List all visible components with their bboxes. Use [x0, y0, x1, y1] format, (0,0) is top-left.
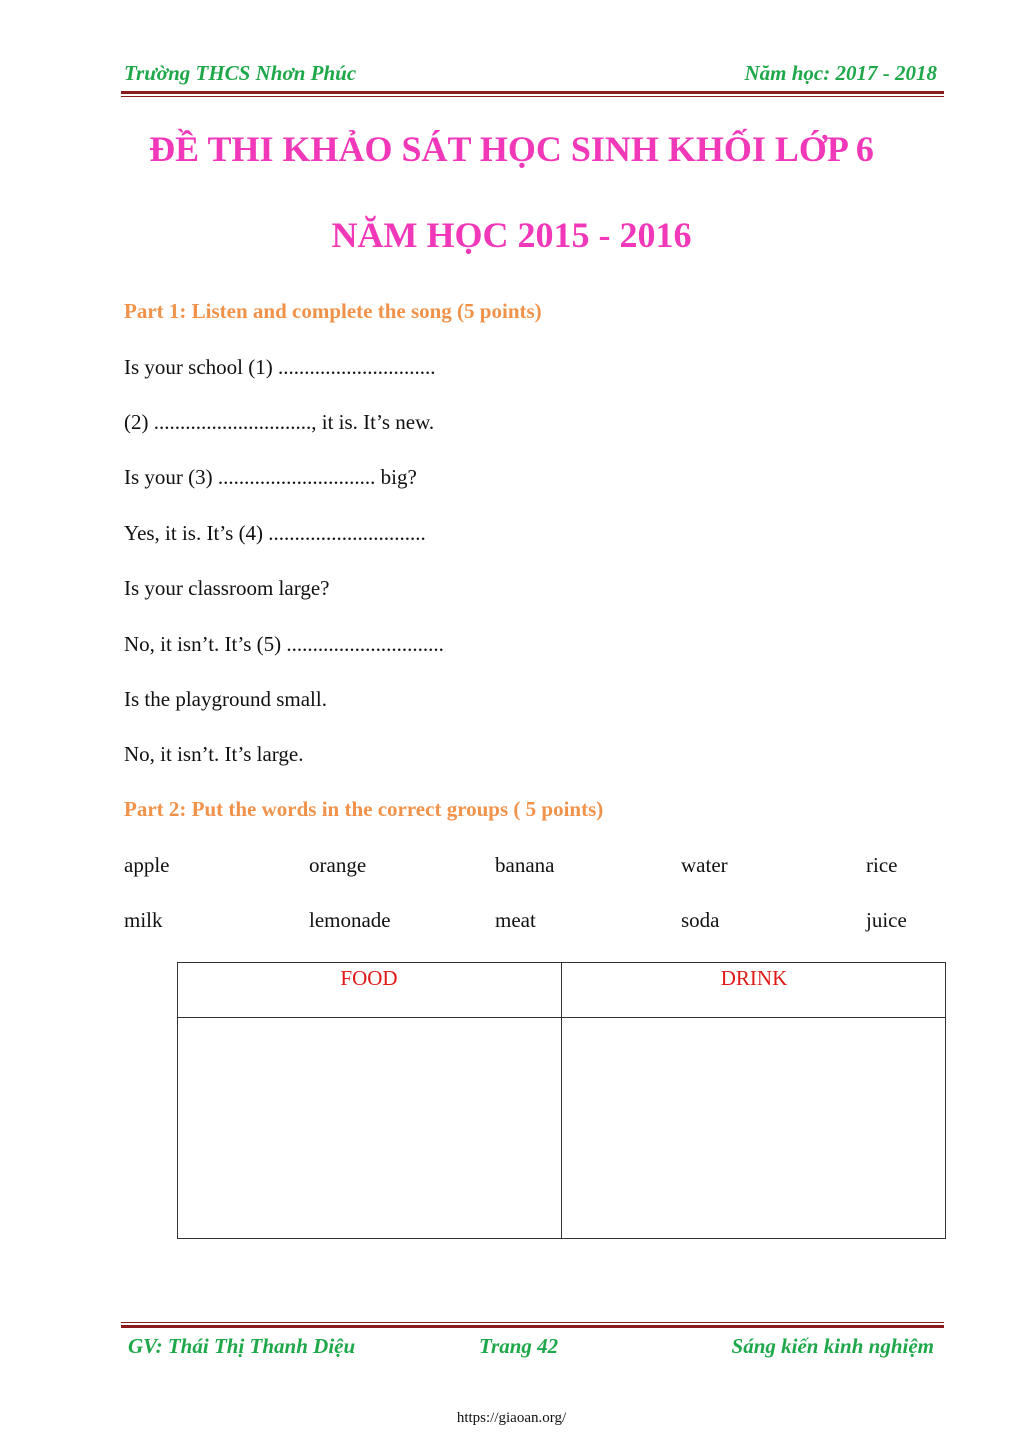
footer-rule-thin	[121, 1322, 944, 1323]
drink-answer-cell[interactable]	[562, 1018, 945, 1238]
song-line: Is your classroom large?	[124, 576, 330, 600]
footer-note: Sáng kiến kinh nghiệm	[731, 1334, 934, 1358]
word-item: lemonade	[309, 908, 391, 932]
part2-heading: Part 2: Put the words in the correct groups ( 5 points)	[124, 797, 604, 821]
footer-teacher: GV: Thái Thị Thanh Diệu	[128, 1334, 356, 1358]
word-item: juice	[866, 908, 907, 932]
header-school-year: Năm học: 2017 - 2018	[744, 61, 937, 85]
word-item: apple	[124, 853, 170, 877]
footer-page-number: Trang 42	[479, 1334, 559, 1358]
exam-title: ĐỀ THI KHẢO SÁT HỌC SINH KHỐI LỚP 6	[149, 129, 874, 169]
word-item: orange	[309, 853, 367, 877]
word-item: water	[681, 853, 728, 877]
song-line: Is your school (1) ..............................	[124, 355, 436, 379]
song-line: No, it isn’t. It’s large.	[124, 742, 304, 766]
footer-rule-thick	[121, 1325, 944, 1328]
song-line: Is your (3) .............................. big?	[124, 465, 417, 489]
word-item: banana	[495, 853, 555, 877]
food-column-header: FOOD	[340, 966, 398, 990]
header-rule-thick	[121, 91, 944, 94]
song-line: Is the playground small.	[124, 687, 327, 711]
song-line: No, it isn’t. It’s (5) ..............................	[124, 632, 444, 656]
word-item: soda	[681, 908, 720, 932]
song-line: (2) .............................., it is. It’s new.	[124, 410, 435, 434]
part1-heading: Part 1: Listen and complete the song (5 points)	[124, 299, 542, 323]
exam-year-title: NĂM HỌC 2015 - 2016	[331, 215, 692, 255]
food-answer-cell[interactable]	[178, 1018, 561, 1238]
word-item: meat	[495, 908, 536, 932]
source-url-link[interactable]: https://giaoan.org/	[456, 1410, 567, 1426]
drink-column-header: DRINK	[720, 966, 788, 990]
song-line: Yes, it is. It’s (4) ..............................	[124, 521, 426, 545]
word-item: rice	[866, 853, 898, 877]
word-item: milk	[124, 908, 163, 932]
header-school: Trường THCS Nhơn Phúc	[124, 61, 357, 85]
header-rule-thin	[121, 96, 944, 97]
